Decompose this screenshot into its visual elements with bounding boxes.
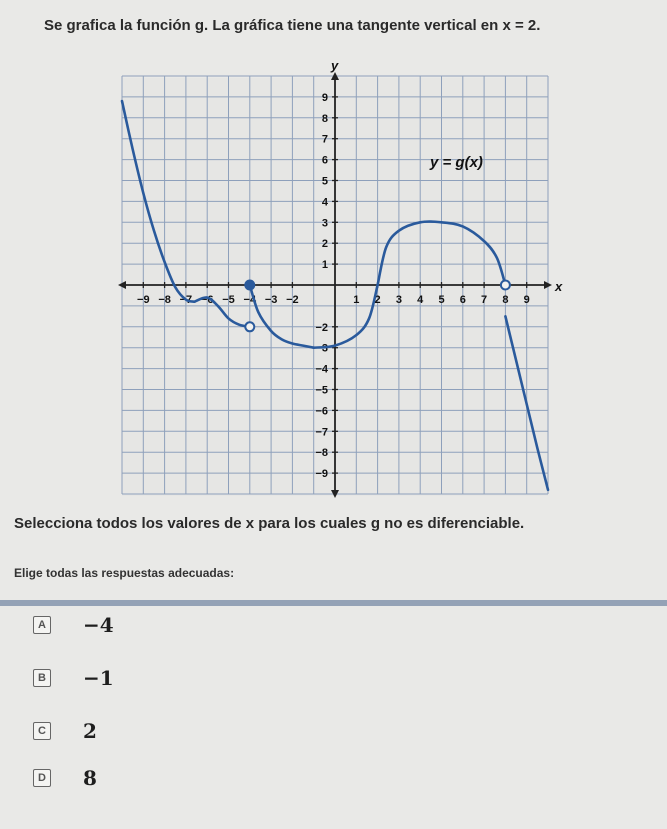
x-tick-label: −8 bbox=[158, 294, 171, 306]
x-tick-label: −6 bbox=[200, 294, 214, 306]
x-tick-label: 5 bbox=[438, 294, 445, 306]
x-tick-label: 1 bbox=[353, 294, 360, 306]
choice-c[interactable] bbox=[33, 716, 97, 746]
y-tick-label: −3 bbox=[315, 342, 328, 355]
choice-c-value: 2 bbox=[83, 719, 97, 743]
y-tick-label: −2 bbox=[315, 321, 328, 334]
y-tick-label: −9 bbox=[315, 468, 328, 481]
x-tick-label: −4 bbox=[243, 294, 257, 306]
choice-b-value: −1 bbox=[83, 666, 114, 690]
y-tick-label: 2 bbox=[321, 238, 328, 251]
function-label: y = g(x) bbox=[430, 154, 483, 171]
x-tick-label: −9 bbox=[137, 294, 150, 306]
y-tick-label: −5 bbox=[315, 384, 328, 397]
choice-c-key[interactable]: C bbox=[33, 722, 51, 740]
x-tick-label: 7 bbox=[481, 294, 488, 306]
y-tick-label: 4 bbox=[321, 196, 328, 209]
y-tick-label: 1 bbox=[321, 259, 328, 272]
x-tick-label: −5 bbox=[222, 294, 235, 306]
x-tick-label: 8 bbox=[502, 294, 509, 306]
y-tick-label: −4 bbox=[315, 363, 328, 376]
choice-d-value: 8 bbox=[83, 766, 97, 790]
x-tick-label: 9 bbox=[523, 294, 530, 306]
x-tick-label: 4 bbox=[417, 294, 424, 306]
x-tick-label: −2 bbox=[286, 294, 299, 306]
question-text: Selecciona todos los valores de x para los cuales g no es diferenciable. bbox=[14, 515, 525, 532]
choice-b[interactable] bbox=[33, 663, 114, 693]
choice-a-key[interactable]: A bbox=[33, 616, 51, 634]
y-tick-label: −6 bbox=[315, 405, 328, 418]
problem-prompt: Se grafica la función g. La gráfica tiene una tangente vertical en x = 2. bbox=[44, 17, 541, 34]
choice-d-key[interactable]: D bbox=[33, 769, 51, 787]
y-tick-label: 5 bbox=[321, 175, 328, 188]
choice-a[interactable] bbox=[33, 610, 114, 640]
closed-point bbox=[245, 281, 254, 290]
x-tick-label: 3 bbox=[395, 294, 402, 306]
y-tick-label: 8 bbox=[321, 112, 328, 125]
open-point bbox=[245, 322, 254, 331]
y-tick-label: 6 bbox=[321, 154, 328, 167]
x-tick-label: −3 bbox=[264, 294, 278, 306]
x-tick-label: 2 bbox=[374, 294, 381, 306]
y-axis-label: y bbox=[331, 58, 339, 73]
open-point bbox=[501, 281, 510, 290]
choice-b-key[interactable]: B bbox=[33, 669, 51, 687]
y-tick-label: −8 bbox=[315, 447, 328, 460]
y-tick-label: 3 bbox=[321, 217, 328, 230]
choice-d[interactable] bbox=[33, 763, 97, 793]
y-tick-label: 7 bbox=[321, 133, 328, 146]
divider bbox=[0, 600, 667, 606]
instruction-text: Elige todas las respuestas adecuadas: bbox=[14, 566, 235, 580]
x-tick-label: −7 bbox=[179, 294, 193, 306]
y-tick-label: −7 bbox=[315, 426, 328, 439]
x-tick-label: 6 bbox=[459, 294, 466, 306]
y-tick-label: 9 bbox=[321, 91, 328, 104]
x-axis-label: x bbox=[555, 279, 563, 294]
choice-a-value: −4 bbox=[83, 613, 114, 637]
